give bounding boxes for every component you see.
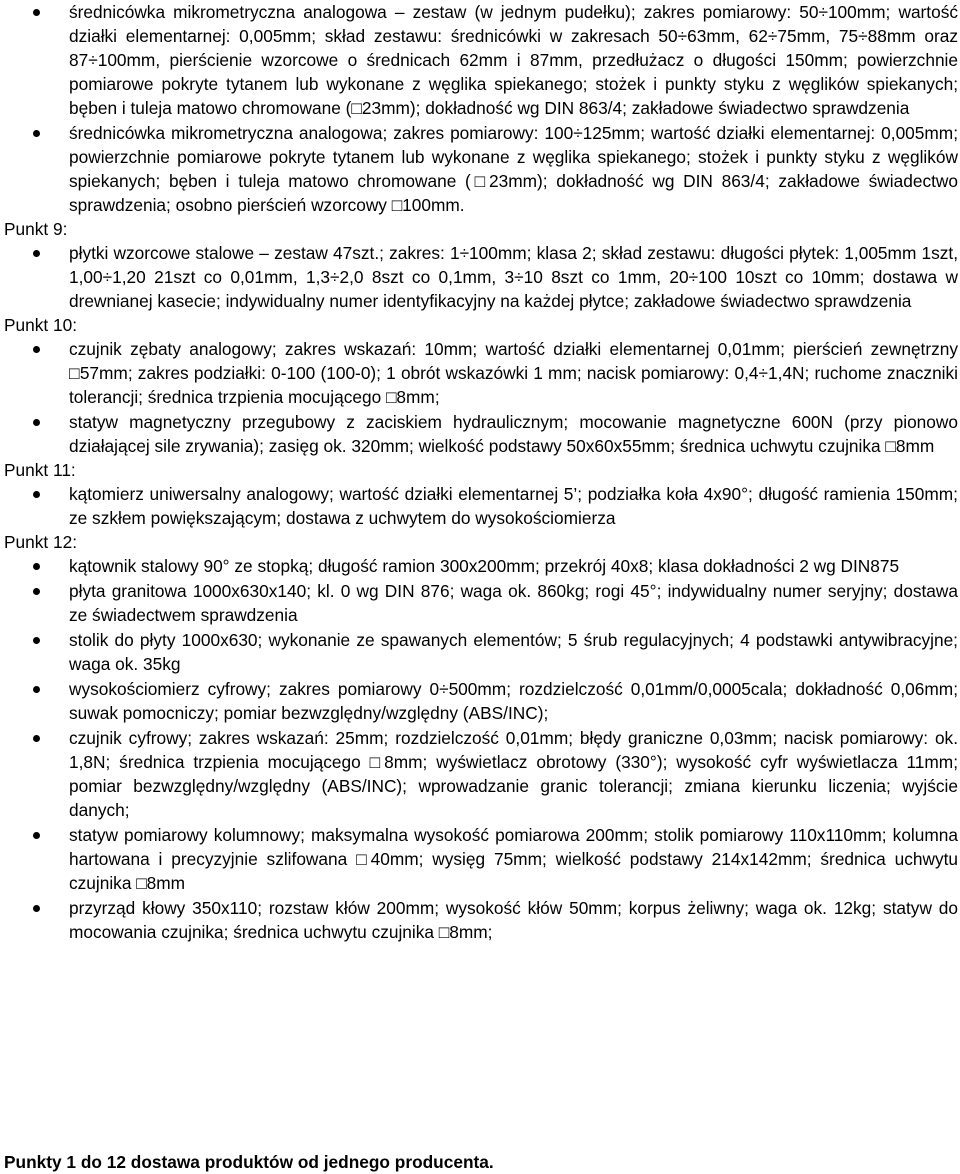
list-item-text: statyw pomiarowy kolumnowy; maksymalna wysokość pomiarowa 200mm; stolik pomiarowy 110x110mm; kolumna hartowana i precyzyjnie szlifowana □40mm; wysięg 75mm; wielkość podstawy 214x142mm; średnica uchwytu czujnika □8mm <box>69 825 958 893</box>
bullet-icon <box>33 9 40 16</box>
bullet-icon <box>33 588 40 595</box>
section-4 <box>4 530 958 944</box>
bullet-icon <box>33 686 40 693</box>
bullet-icon <box>33 346 40 353</box>
section-2 <box>4 313 958 458</box>
list-item <box>4 121 958 217</box>
list-item-text: średnicówka mikrometryczna analogowa – zestaw (w jednym pudełku); zakres pomiarowy: 50÷100mm; wartość działki elementarnej: 0,005mm; skład zestawu: średnicówki w zakresach 50÷63mm, 62÷75mm, 75÷88mm oraz 87÷100mm, pierścienie wzorcowe o średnicach 62mm i 87mm, przedłużacz o długości 150mm; powierzchnie pomiarowe pokryte tytanem lub wykonane z węglika spiekanego; stożek i punkty styku z węglików spiekanych; bęben i tuleja matowo chromowane (□23mm); dokładność wg DIN 863/4; zakładowe świadectwo sprawdzenia <box>69 2 958 118</box>
list-item-text: płyta granitowa 1000x630x140; kl. 0 wg DIN 876; waga ok. 860kg; rogi 45°; indywidualny numer seryjny; dostawa ze świadectwem sprawdzenia <box>69 581 958 625</box>
bullet-icon <box>33 637 40 644</box>
section-heading: Punkt 9: <box>4 219 68 239</box>
bullet-icon <box>33 563 40 570</box>
list-item-text: kątownik stalowy 90° ze stopką; długość ramion 300x200mm; przekrój 40x8; klasa dokładności 2 wg DIN875 <box>69 556 900 576</box>
bullet-icon <box>33 419 40 426</box>
section-0 <box>4 0 958 217</box>
list-item <box>4 0 958 120</box>
list-item <box>4 337 958 409</box>
document-body <box>4 0 958 944</box>
bullet-icon <box>33 832 40 839</box>
list-item-text: czujnik cyfrowy; zakres wskazań: 25mm; rozdzielczość 0,01mm; błędy graniczne 0,03mm; nacisk pomiarowy: ok. 1,8N; średnica trzpienia mocującego □8mm; wyświetlacz obrotowy (330°); wysokość cyfr wyświetlacza 11mm; pomiar bezwzględny/względny (ABS/INC); wprowadzanie granic tolerancji; zmiana kierunku liczenia; wyjście danych; <box>69 728 958 820</box>
list-item <box>4 677 958 725</box>
list-item <box>4 241 958 313</box>
bullet-list <box>4 482 958 530</box>
list-item <box>4 410 958 458</box>
list-item-text: przyrząd kłowy 350x110; rozstaw kłów 200mm; wysokość kłów 50mm; korpus żeliwny; waga ok. 12kg; statyw do mocowania czujnika; średnica uchwytu czujnika □8mm; <box>69 898 958 942</box>
list-item <box>4 554 958 578</box>
list-item-text: kątomierz uniwersalny analogowy; wartość działki elementarnej 5’; podziałka koła 4x90°; długość ramienia 150mm; ze szkłem powiększającym; dostawa z uchwytem do wysokościomierza <box>69 484 958 528</box>
section-1 <box>4 217 958 313</box>
list-item-text: czujnik zębaty analogowy; zakres wskazań: 10mm; wartość działki elementarnej 0,01mm; pierścień zewnętrzny □57mm; zakres podziałki: 0-100 (100-0); 1 obrót wskazówki 1 mm; nacisk pomiarowy: 0,4÷1,4N; ruchome znaczniki tolerancji; średnica trzpienia mocującego □8mm; <box>69 339 958 407</box>
list-item <box>4 896 958 944</box>
bullet-icon <box>33 491 40 498</box>
list-item-text: wysokościomierz cyfrowy; zakres pomiarowy 0÷500mm; rozdzielczość 0,01mm/0,0005cala; dokładność 0,06mm; suwak pomocniczy; pomiar bezwzględny/względny (ABS/INC); <box>69 679 958 723</box>
bullet-icon <box>33 130 40 137</box>
list-item <box>4 726 958 822</box>
section-heading: Punkt 10: <box>4 315 78 335</box>
bullet-list <box>4 337 958 458</box>
bullet-icon <box>33 735 40 742</box>
list-item-text: stolik do płyty 1000x630; wykonanie ze spawanych elementów; 5 śrub regulacyjnych; 4 podstawki antywibracyjne; waga ok. 35kg <box>69 630 958 674</box>
list-item-text: statyw magnetyczny przegubowy z zaciskiem hydraulicznym; mocowanie magnetyczne 600N (przy pionowo działającej sile zrywania); zasięg ok. 320mm; wielkość podstawy 50x60x55mm; średnica uchwytu czujnika □8mm <box>69 412 958 456</box>
section-3 <box>4 458 958 530</box>
list-item <box>4 628 958 676</box>
bullet-list <box>4 241 958 313</box>
list-item <box>4 579 958 627</box>
list-item-text: średnicówka mikrometryczna analogowa; zakres pomiarowy: 100÷125mm; wartość działki elementarnej: 0,005mm; powierzchnie pomiarowe pokryte tytanem lub wykonane z węglika spiekanego; stożek i punkty styku z węglików spiekanych; bęben i tuleja matowo chromowane (□23mm); dokładność wg DIN 863/4; zakładowe świadectwo sprawdzenia; osobno pierścień wzorcowy □100mm. <box>69 123 958 215</box>
bullet-list <box>4 0 958 217</box>
section-heading: Punkt 11: <box>4 460 76 480</box>
section-heading: Punkt 12: <box>4 532 78 552</box>
footer-note: Punkty 1 do 12 dostawa produktów od jednego producenta. <box>4 1152 494 1172</box>
list-item <box>4 823 958 895</box>
list-item <box>4 482 958 530</box>
bullet-icon <box>33 905 40 912</box>
bullet-icon <box>33 250 40 257</box>
list-item-text: płytki wzorcowe stalowe – zestaw 47szt.; zakres: 1÷100mm; klasa 2; skład zestawu: długości płytek: 1,005mm 1szt, 1,00÷1,20 21szt co 0,01mm, 1,3÷2,0 8szt co 0,1mm, 3÷10 8szt co 1mm, 20÷100 10szt co 10mm; dostawa w drewnianej kasecie; indywidualny numer identyfikacyjny na każdej płytce; zakładowe świadectwo sprawdzenia <box>69 243 958 311</box>
bullet-list <box>4 554 958 944</box>
